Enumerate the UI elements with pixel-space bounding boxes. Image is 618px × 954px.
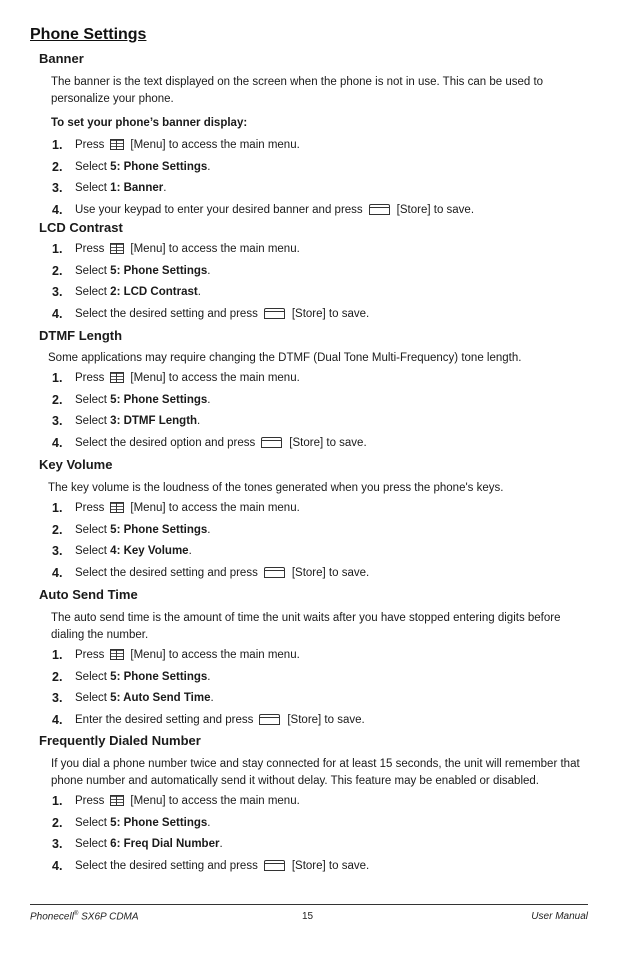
step-number: 3. [52,837,63,851]
step-text: Select [75,523,107,536]
section-description: If you dial a phone number twice and stay connected for at least 15 seconds, the unit will remember that phone number and automatically send it without delay. This feature may be enabled or disabled. [51,758,580,787]
step-text: Select [75,670,107,683]
step-item [30,520,590,542]
section-description: The auto send time is the amount of time the unit waits after you have stopped entering digits before dialing the number. [51,612,561,641]
step-item [30,368,590,390]
step-number: 2. [52,263,63,278]
period: . [197,286,201,298]
step-text: Press [75,649,105,661]
section-title: Auto Send Time [39,587,138,602]
step-text: [Menu] to access the main menu. [130,243,300,255]
section-description: The key volume is the loudness of the tones generated when you press the phone's keys. [48,482,504,494]
step-item [30,178,590,200]
step-text: [Store] to save. [291,859,370,872]
step-item [30,304,590,326]
step-text: Select [75,692,107,704]
step-item [30,200,590,222]
menu-option: 5: Phone Settings [110,264,208,277]
footer-divider [30,904,588,905]
step-list [30,368,590,454]
step-item [30,856,590,878]
menu-key-icon [110,243,124,254]
footer-product-name [30,911,139,922]
step-number: 1. [52,501,63,515]
step-text: Select [75,415,107,427]
menu-key-icon [110,139,124,150]
footer-model: SX6P CDMA [78,911,139,923]
store-softkey-icon [259,714,280,725]
step-text: [Store] to save. [289,436,367,449]
menu-option: 5: Phone Settings [110,523,208,536]
menu-option: 1: Banner [110,182,164,194]
step-item [30,135,590,157]
step-number: 3. [52,544,63,558]
menu-key-icon [110,372,124,383]
step-text: Select the desired setting and press [75,566,258,579]
step-item [30,261,590,283]
step-text: Press [75,372,105,384]
period: . [207,523,211,536]
step-item [30,834,590,856]
period: . [207,264,211,277]
section-key-volume [30,456,590,584]
menu-option: 4: Key Volume [110,545,189,557]
step-text: [Menu] to access the main menu. [130,649,300,661]
step-list [30,135,590,221]
menu-option: 5: Phone Settings [110,670,208,683]
step-text: Select [75,160,107,173]
menu-option: 3: DTMF Length [110,415,198,427]
period: . [210,692,214,704]
step-item [30,813,590,835]
period: . [207,160,211,173]
step-text: Select [75,286,107,298]
section-banner [30,50,590,221]
step-number: 1. [52,138,63,152]
step-text: Select [75,816,107,829]
step-text: Select the desired setting and press [75,307,258,320]
step-text: Select [75,393,107,406]
step-text: [Menu] to access the main menu. [130,139,300,151]
step-text: [Menu] to access the main menu. [130,502,300,514]
step-number: 2. [52,522,63,537]
period: . [163,182,167,194]
step-text: [Store] to save. [291,566,370,579]
menu-key-icon [110,649,124,660]
store-softkey-icon [369,204,390,215]
step-item [30,710,590,732]
section-title: DTMF Length [39,328,123,343]
step-text: [Store] to save. [291,307,370,320]
step-number: 4. [52,858,63,873]
step-item [30,433,590,455]
section-description: The banner is the text displayed on the screen when the phone is not in use. This can be used to personalize your phone. [51,76,544,105]
store-softkey-icon [264,567,285,578]
step-item [30,667,590,689]
step-text: Enter the desired setting and press [75,713,254,726]
step-text: [Store] to save. [287,713,365,726]
section-dtmf-length [30,327,590,454]
period: . [219,838,223,850]
step-list [30,791,590,877]
menu-option: 5: Auto Send Time [110,692,211,704]
step-item [30,282,590,304]
menu-key-icon [110,795,124,806]
page-title: Phone Settings [30,26,147,43]
step-text: Use your keypad to enter your desired banner and press [75,203,363,216]
step-text: Select the desired option and press [75,436,256,449]
menu-option: 5: Phone Settings [110,393,208,406]
step-text: Press [75,795,105,807]
step-number: 2. [52,669,63,684]
step-text: Press [75,502,105,514]
step-number: 3. [52,691,63,705]
step-text: Select [75,264,107,277]
step-text: Press [75,243,105,255]
step-item [30,563,590,585]
menu-option: 2: LCD Contrast [110,286,198,298]
step-item [30,541,590,563]
step-number: 4. [52,435,63,450]
period: . [207,670,211,683]
section-title: Key Volume [39,457,113,472]
step-number: 4. [52,712,63,727]
step-item [30,411,590,433]
menu-option: 5: Phone Settings [110,816,208,829]
store-softkey-icon [264,308,285,319]
step-item [30,157,590,179]
footer-document-title: User Manual [531,911,588,922]
section-subheading: To set your phone’s banner display: [51,117,248,129]
step-text: Press [75,139,105,151]
menu-option: 5: Phone Settings [110,160,208,173]
step-number: 3. [52,181,63,195]
step-list [30,645,590,731]
registered-mark: ® [73,911,79,917]
section-auto-send-time [30,586,590,731]
period: . [197,415,201,427]
page-number: 15 [302,911,314,922]
section-title: Frequently Dialed Number [39,733,201,748]
step-text: Select [75,545,107,557]
section-description: Some applications may require changing the DTMF (Dual Tone Multi-Frequency) tone length. [48,352,522,364]
step-number: 1. [52,648,63,662]
step-number: 1. [52,371,63,385]
step-item [30,390,590,412]
step-number: 2. [52,159,63,174]
section-lcd-contrast [30,219,590,325]
step-item [30,645,590,667]
step-item [30,239,590,261]
step-text: [Menu] to access the main menu. [130,372,300,384]
menu-key-icon [110,502,124,513]
step-number: 1. [52,794,63,808]
period: . [207,393,211,406]
step-number: 4. [52,202,63,217]
step-number: 3. [52,414,63,428]
step-item [30,688,590,710]
section-title: Banner [39,51,84,66]
step-number: 2. [52,815,63,830]
step-number: 1. [52,242,63,256]
step-text: [Menu] to access the main menu. [130,795,300,807]
step-item [30,498,590,520]
section-frequently-dialed-number [30,732,590,877]
step-text: Select [75,182,107,194]
step-number: 2. [52,392,63,407]
store-softkey-icon [264,860,285,871]
step-number: 4. [52,565,63,580]
footer-brand: Phonecell [30,911,74,923]
step-text: Select [75,838,107,850]
step-number: 3. [52,285,63,299]
step-list [30,498,590,584]
step-list [30,239,590,325]
store-softkey-icon [261,437,282,448]
period: . [188,545,192,557]
menu-option: 6: Freq Dial Number [110,838,220,850]
step-text: [Store] to save. [396,203,475,216]
step-item [30,791,590,813]
section-title: LCD Contrast [39,220,123,235]
step-number: 4. [52,306,63,321]
period: . [207,816,211,829]
step-text: Select the desired setting and press [75,859,258,872]
